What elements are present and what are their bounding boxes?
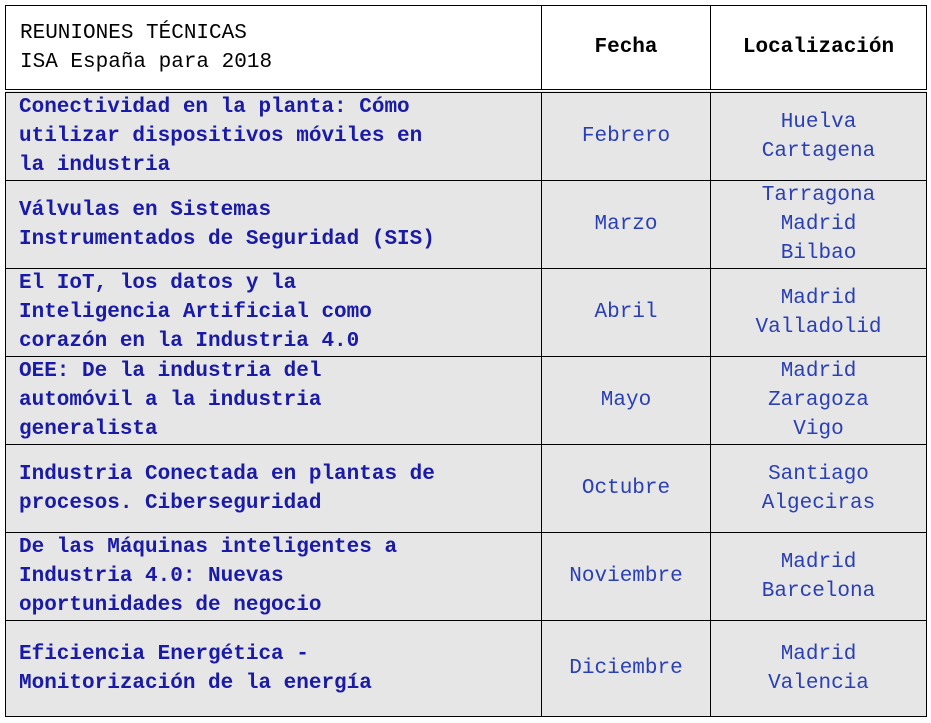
meeting-topic-cell bbox=[6, 91, 542, 181]
meeting-topic-line: OEE: De la industria del bbox=[19, 360, 322, 383]
meeting-location-city: Bilbao bbox=[780, 242, 857, 265]
meeting-location-city: Tarragona bbox=[761, 184, 876, 207]
meeting-topic-cell bbox=[6, 445, 542, 533]
meeting-location-city: Madrid bbox=[780, 360, 857, 383]
table-title-cell bbox=[6, 6, 542, 92]
meeting-date-cell: Mayo bbox=[542, 357, 711, 445]
date-column-header: Fecha bbox=[542, 6, 711, 92]
meeting-date-cell: Abril bbox=[542, 269, 711, 357]
meeting-location-cell bbox=[711, 269, 927, 357]
meeting-date-cell: Marzo bbox=[542, 181, 711, 269]
meeting-location-city: Vigo bbox=[793, 418, 844, 441]
meeting-topic-line: Industria Conectada en plantas de bbox=[19, 462, 435, 486]
meeting-location-city: Madrid bbox=[780, 642, 857, 666]
meeting-topic-line: generalista bbox=[19, 418, 158, 441]
meeting-location-cell bbox=[711, 357, 927, 445]
meeting-topic-line: la industria bbox=[19, 154, 171, 177]
meeting-location-cell bbox=[711, 91, 927, 181]
location-column-header: Localización bbox=[711, 6, 927, 92]
meeting-date-cell: Febrero bbox=[542, 91, 711, 181]
meeting-location-cell bbox=[711, 445, 927, 533]
meeting-location-city: Santiago bbox=[768, 462, 869, 486]
meeting-topic-line: utilizar dispositivos móviles en bbox=[19, 125, 423, 148]
meeting-location-city: Valencia bbox=[768, 671, 869, 695]
meeting-location-city: Algeciras bbox=[761, 491, 876, 515]
meeting-location-city: Barcelona bbox=[761, 579, 876, 603]
table-row bbox=[6, 621, 927, 717]
meeting-date-cell: Octubre bbox=[542, 445, 711, 533]
meeting-location-cell bbox=[711, 621, 927, 717]
meeting-topic-line: De las Máquinas inteligentes a bbox=[19, 536, 398, 559]
meeting-topic-line: Instrumentados de Seguridad (SIS) bbox=[19, 227, 435, 251]
meeting-location-city: Cartagena bbox=[761, 139, 876, 163]
meeting-location-city: Zaragoza bbox=[768, 389, 869, 412]
meeting-topic-cell bbox=[6, 621, 542, 717]
table-header-row bbox=[6, 6, 927, 92]
meeting-topic-line: automóvil a la industria bbox=[19, 389, 322, 412]
meeting-topic-cell bbox=[6, 269, 542, 357]
meeting-topic-line: Monitorización de la energía bbox=[19, 671, 372, 695]
meeting-location-city: Madrid bbox=[780, 550, 857, 574]
meeting-topic-cell bbox=[6, 181, 542, 269]
table-row bbox=[6, 269, 927, 357]
table-row bbox=[6, 533, 927, 621]
meeting-topic-line: Industria 4.0: Nuevas bbox=[19, 565, 284, 588]
meeting-topic-line: Válvulas en Sistemas bbox=[19, 198, 272, 222]
meetings-table bbox=[5, 5, 927, 717]
meeting-topic-line: procesos. Ciberseguridad bbox=[19, 491, 322, 515]
table-row bbox=[6, 91, 927, 181]
meeting-topic-line: El IoT, los datos y la bbox=[19, 272, 297, 295]
meeting-location-city: Madrid bbox=[780, 213, 857, 236]
meetings-table-body bbox=[6, 6, 927, 717]
meeting-topic-line: Conectividad en la planta: Cómo bbox=[19, 96, 410, 119]
meeting-topic-cell bbox=[6, 357, 542, 445]
meeting-date-cell: Diciembre bbox=[542, 621, 711, 717]
meeting-location-city: Valladolid bbox=[755, 315, 882, 339]
meeting-topic-cell bbox=[6, 533, 542, 621]
meeting-location-city: Madrid bbox=[780, 286, 857, 310]
meeting-topic-line: corazón en la Industria 4.0 bbox=[19, 330, 360, 353]
meeting-location-city: Huelva bbox=[780, 110, 857, 134]
meeting-topic-line: Eficiencia Energética - bbox=[19, 642, 309, 666]
table-title-line-1: REUNIONES TÉCNICAS bbox=[20, 21, 247, 45]
meeting-topic-line: oportunidades de negocio bbox=[19, 594, 322, 617]
meeting-location-cell bbox=[711, 181, 927, 269]
table-title-line-2: ISA España para 2018 bbox=[20, 50, 273, 74]
table-row bbox=[6, 445, 927, 533]
meeting-date-cell: Noviembre bbox=[542, 533, 711, 621]
table-row bbox=[6, 181, 927, 269]
meeting-topic-line: Inteligencia Artificial como bbox=[19, 301, 372, 324]
table-row bbox=[6, 357, 927, 445]
meeting-location-cell bbox=[711, 533, 927, 621]
